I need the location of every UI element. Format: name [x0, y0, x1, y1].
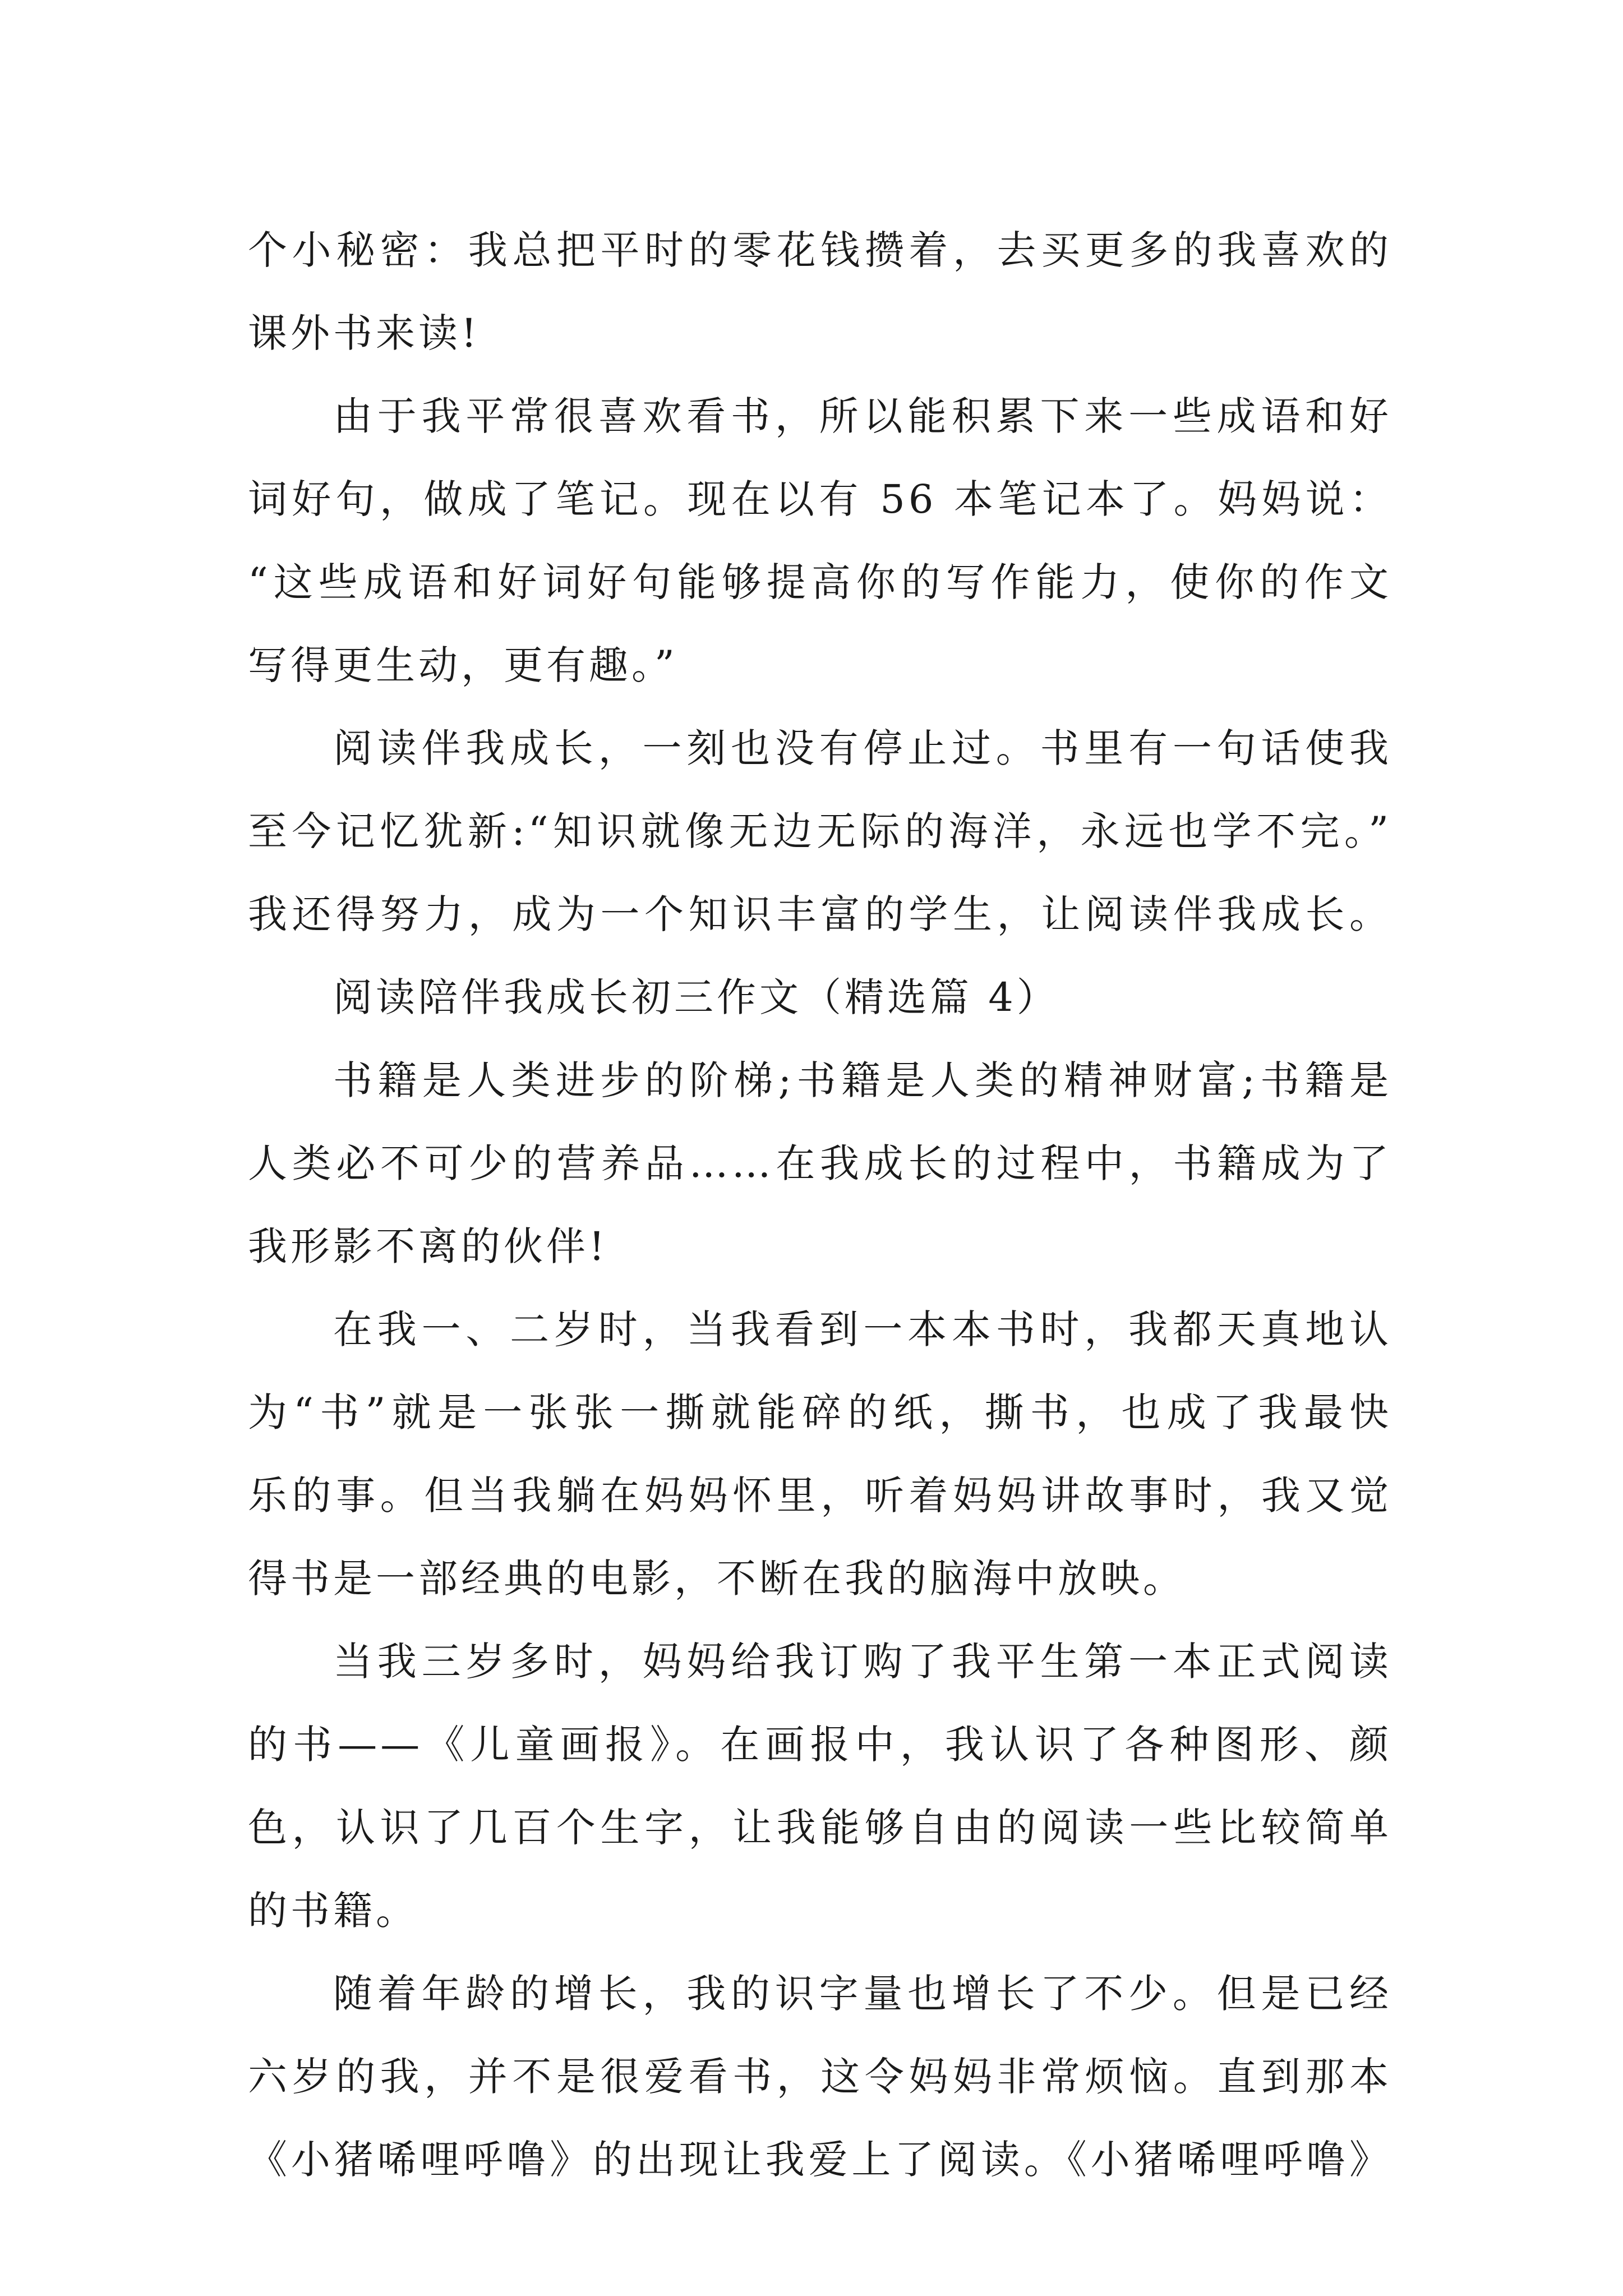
text-line: 我还得努力，成为一个知识丰富的学生，让阅读伴我成长。 [248, 891, 1392, 937]
text-line: 乐的事。但当我躺在妈妈怀里，听着妈妈讲故事时，我又觉 [248, 1473, 1392, 1519]
text-line: 词好句，做成了笔记。现在以有 56 本笔记本了。妈妈说： [248, 476, 1392, 522]
text-line: 人类必不可少的营养品……在我成长的过程中，书籍成为了 [248, 1140, 1392, 1186]
text-line: 写得更生动，更有趣。” [248, 642, 678, 688]
text-line: 当我三岁多时，妈妈给我订购了我平生第一本正式阅读 [333, 1639, 1392, 1685]
text-line: 至今记忆犹新:“知识就像无边无际的海洋，永远也学不完。” [248, 808, 1392, 854]
text-line: “这些成语和好词好句能够提高你的写作能力，使你的作文 [248, 559, 1392, 605]
text-line: 得书是一部经典的电影，不断在我的脑海中放映。 [248, 1556, 1186, 1602]
text-line: 六岁的我，并不是很爱看书，这令妈妈非常烦恼。直到那本 [248, 2054, 1392, 2100]
text-line: 在我一、二岁时，当我看到一本本书时，我都天真地认 [333, 1306, 1392, 1352]
text-line: 阅读陪伴我成长初三作文（精选篇 4） [333, 974, 1059, 1020]
text-line: 的书籍。 [248, 1888, 418, 1934]
essay-text [248, 209, 1392, 2201]
text-line: 书籍是人类进步的阶梯;书籍是人类的精神财富;书籍是 [333, 1057, 1392, 1103]
text-line: 课外书来读! [248, 310, 481, 356]
text-line: 为“书”就是一张张一撕就能碎的纸，撕书，也成了我最快 [248, 1389, 1392, 1435]
text-line: 由于我平常很喜欢看书，所以能积累下来一些成语和好 [333, 393, 1392, 439]
text-line: 色，认识了几百个生字，让我能够自由的阅读一些比较简单 [248, 1805, 1392, 1851]
text-line: 随着年龄的增长，我的识字量也增长了不少。但是已经 [333, 1971, 1392, 2017]
text-line: 我形影不离的伙伴! [248, 1223, 608, 1269]
text-line: 个小秘密：我总把平时的零花钱攒着，去买更多的我喜欢的 [248, 227, 1392, 273]
text-line: 《小猪唏哩呼噜》的出现让我爱上了阅读。《小猪唏哩呼噜》 [248, 2137, 1392, 2183]
text-line: 阅读伴我成长，一刻也没有停止过。书里有一句话使我 [333, 725, 1392, 771]
text-line: 的书——《儿童画报》。在画报中，我认识了各种图形、颜 [248, 1722, 1392, 1768]
